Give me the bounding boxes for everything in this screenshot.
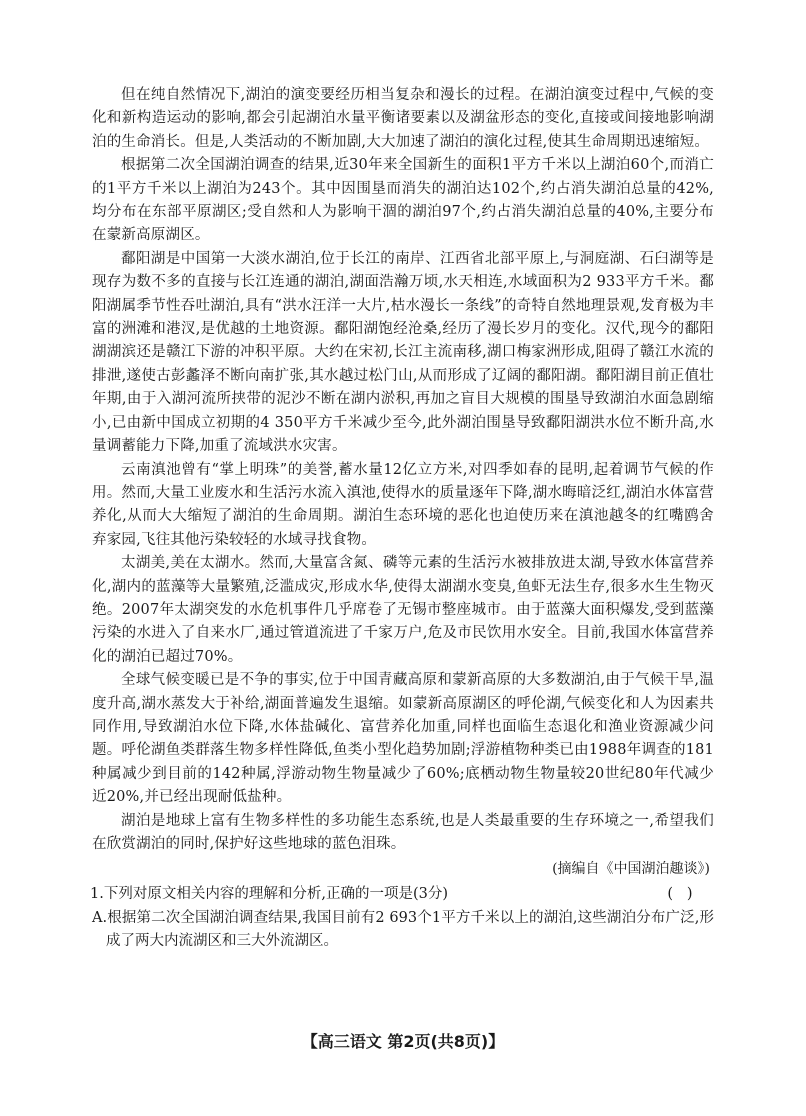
article-paragraph: 但在纯自然情况下,湖泊的演变要经历相当复杂和漫长的过程。在湖泊演变过程中,气候的变化和新构造运动的影响,都会引起湖泊水量平衡诸要素以及湖盆形态的变化,直接或间接地影响湖泊的生命消长。但是,人类活动的不断加剧,大大加速了湖泊的演化过程,使其生命周期迅速缩短。 xyxy=(92,87,714,150)
article-body xyxy=(92,84,714,954)
answer-paren: ( ) xyxy=(667,886,693,903)
article-paragraph: 云南滇池曾有“掌上明珠”的美誉,蓄水量12亿立方米,对四季如春的昆明,起着调节气候的作用。然而,大量工业废水和生活污水流入滇池,使得水的质量逐年下降,湖水晦暗泛红,湖泊水体富营养化,从而大大缩短了湖泊的生命周期。湖泊生态环境的恶化也迫使历来在滇池越冬的红嘴鸥舍弃家园,飞往其他污染较轻的水域寻找食物。 xyxy=(92,461,714,548)
question-1 xyxy=(90,883,714,906)
article-paragraph: 鄱阳湖是中国第一大淡水湖泊,位于长江的南岸、江西省北部平原上,与洞庭湖、石臼湖等是现存为数不多的直接与长江连通的湖泊,湖面浩瀚万顷,水天相连,水域面积为2 933平方千米。鄱阳湖属季节性吞吐湖泊,具有“洪水汪洋一大片,枯水漫长一条线”的奇特自然地理景观,发育极为丰富的洲滩和港汊,是优越的土地资源。鄱阳湖饱经沧桑,经历了漫长岁月的变化。汉代,现今的鄱阳湖湖滨还是赣江下游的冲积平原。大约在宋初,长江主流南移,湖口梅家洲形成,阻碍了赣江水流的排泄,遂使古彭蠡泽不断向南扩张,其水越过松门山,从而形成了辽阔的鄱阳湖。鄱阳湖目前正值壮年期,由于入湖河流所挟带的泥沙不断在湖内淤积,再加之盲目大规模的围垦导致湖泊水面急剧缩小,已由新中国成立初期的4 350平方千米减少至今,此外湖泊围垦导致鄱阳湖洪水位不断升高,水量调蓄能力下降,加重了流域洪水灾害。 xyxy=(92,250,714,455)
article-paragraph: 根据第二次全国湖泊调查的结果,近30年来全国新生的面积1平方千米以上湖泊60个,而消亡的1平方千米以上湖泊为243个。其中因围垦而消失的湖泊达102个,约占消失湖泊总量的42%,均分布在东部平原湖区;受自然和人为影响干涸的湖泊97个,约占消失湖泊总量的40%,主要分布在蒙新高原湖区。 xyxy=(92,157,714,244)
article-paragraph: 全球气候变暖已是不争的事实,位于中国青藏高原和蒙新高原的大多数湖泊,由于气候干旱,温度升高,湖水蒸发大于补给,湖面普遍发生退缩。如蒙新高原湖区的呼伦湖,气候变化和人为因素共同作用,导致湖泊水位下降,水体盐碱化、富营养化加重,同样也面临生态退化和渔业资源减少问题。呼伦湖鱼类群落生物多样性降低,鱼类小型化趋势加剧;浮游植物种类已由1988年调查的181种属减少到目前的142种属,浮游动物生物量减少了60%;底栖动物生物量较20世纪80年代减少近20%,并已经出现耐低盐种。 xyxy=(92,672,714,806)
article-source: (摘编自《中国湖泊趣谈》) xyxy=(552,861,710,878)
page-footer: 【高三语文 第2页(共8页)】 xyxy=(301,1032,505,1051)
question-text: 1.下列对原文相关内容的理解和分析,正确的一项是(3分) xyxy=(90,886,448,903)
option-a: A.根据第二次全国湖泊调查结果,我国目前有2 693个1平方千米以上的湖泊,这些湖泊分布广泛,形成了两大内流湖区和三大外流湖区。 xyxy=(92,909,714,950)
article-paragraph: 湖泊是地球上富有生物多样性的多功能生态系统,也是人类最重要的生存环境之一,希望我们在欣赏湖泊的同时,保护好这些地球的蓝色泪珠。 xyxy=(92,812,714,852)
article-paragraph: 太湖美,美在太湖水。然而,大量富含氮、磷等元素的生活污水被排放进太湖,导致水体富营养化,湖内的蓝藻等大量繁殖,泛滥成灾,形成水华,使得太湖湖水变臭,鱼虾无法生存,很多水生生物灭绝。2007年太湖突发的水危机事件几乎席卷了无锡市整座城市。由于蓝藻大面积爆发,受到蓝藻污染的水进入了自来水厂,通过管道流进了千家万户,危及市民饮用水安全。目前,我国水体富营养化的湖泊已超过70%。 xyxy=(92,555,714,665)
